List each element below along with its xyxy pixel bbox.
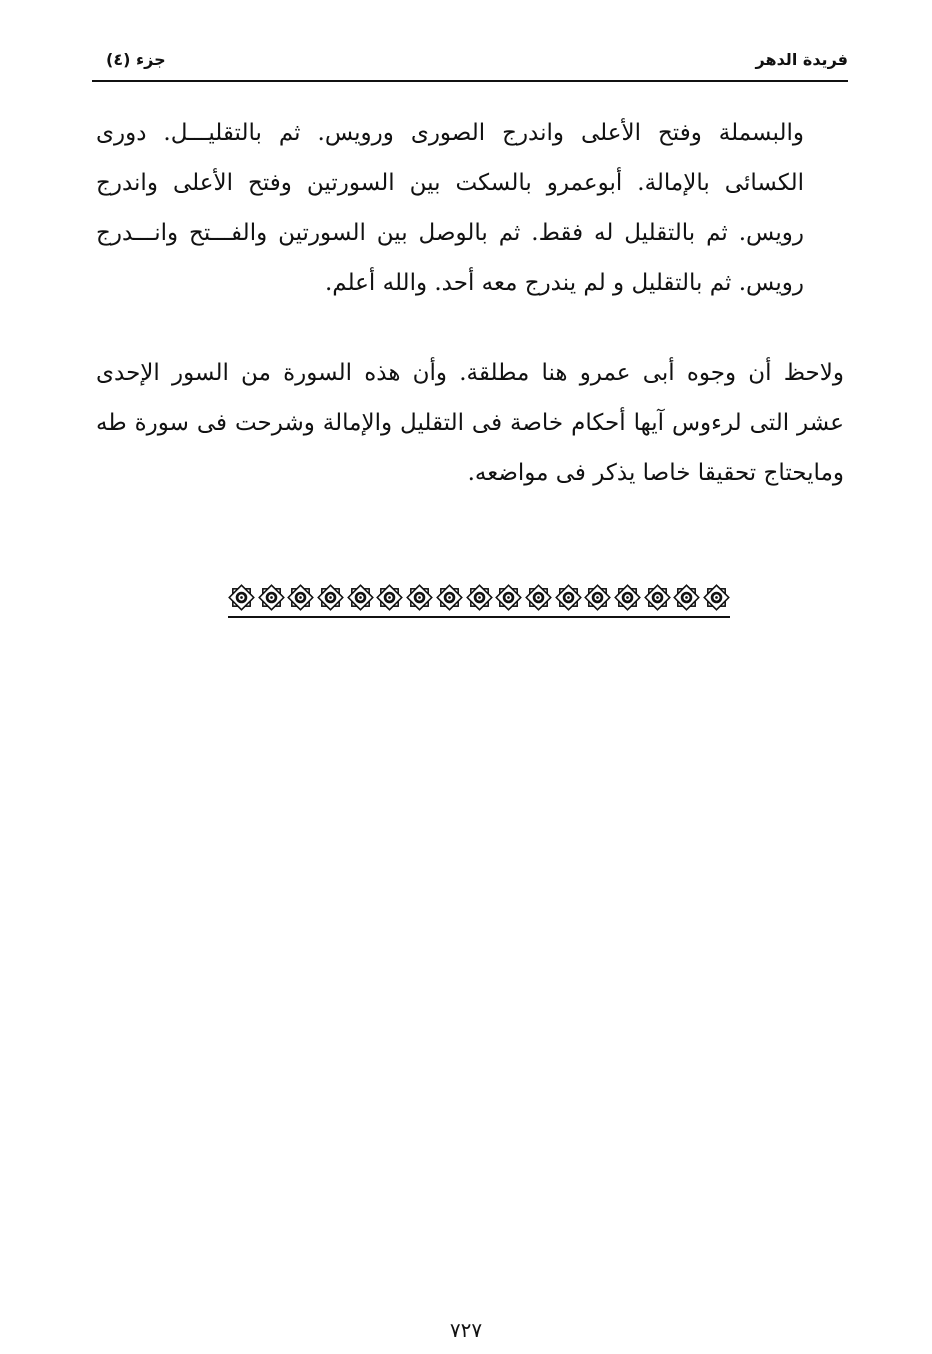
rosette-icon bbox=[436, 584, 463, 611]
rosette-icon bbox=[287, 584, 314, 611]
paragraph-1 bbox=[96, 108, 804, 308]
page-number: ٧٢٧ bbox=[449, 1318, 483, 1342]
rosette-icon bbox=[258, 584, 285, 611]
rosette-icon bbox=[317, 584, 344, 611]
rosette-icon bbox=[466, 584, 493, 611]
book-title: فريدة الدهر bbox=[755, 50, 848, 69]
rosette-icon bbox=[347, 584, 374, 611]
rosette-icon bbox=[644, 584, 671, 611]
rosette-icon bbox=[525, 584, 552, 611]
rosette-icon bbox=[614, 584, 641, 611]
rosette-icon bbox=[584, 584, 611, 611]
paragraph-line: عشر التى لرءوس آيها أحكام خاصة فى التقليل والإمالة وشرحت فى سورة طه bbox=[96, 410, 844, 436]
rosette-icon bbox=[555, 584, 582, 611]
running-header bbox=[92, 48, 848, 82]
rosette-icon bbox=[703, 584, 730, 611]
paragraph-2 bbox=[96, 348, 844, 498]
rosette-icon bbox=[376, 584, 403, 611]
rosette-icon bbox=[228, 584, 255, 611]
paragraph-line: ومايحتاج تحقيقا خاصا يذكر فى مواضعه. bbox=[467, 460, 844, 486]
paragraph-line: ولاحظ أن وجوه أبى عمرو هنا مطلقة. وأن هذه السورة من السور الإحدى bbox=[96, 360, 844, 386]
ornament-divider bbox=[228, 580, 730, 618]
paragraph-line: رويس. ثم بالتقليل له فقط. ثم بالوصل بين السورتين والفـــتح وانـــدرج bbox=[96, 220, 804, 246]
paragraph-line: الكسائى بالإمالة. أبوعمرو بالسكت بين السورتين وفتح الأعلى واندرج bbox=[96, 170, 804, 196]
rosette-icon bbox=[673, 584, 700, 611]
rosette-icon bbox=[495, 584, 522, 611]
part-number: جزء (٤) bbox=[106, 50, 166, 69]
paragraph-line: رويس. ثم بالتقليل و لم يندرج معه أحد. والله أعلم. bbox=[324, 270, 804, 296]
paragraph-line: والبسملة وفتح الأعلى واندرج الصورى ورويس. ثم بالتقليـــل. دورى bbox=[96, 120, 804, 146]
rosette-icon bbox=[406, 584, 433, 611]
